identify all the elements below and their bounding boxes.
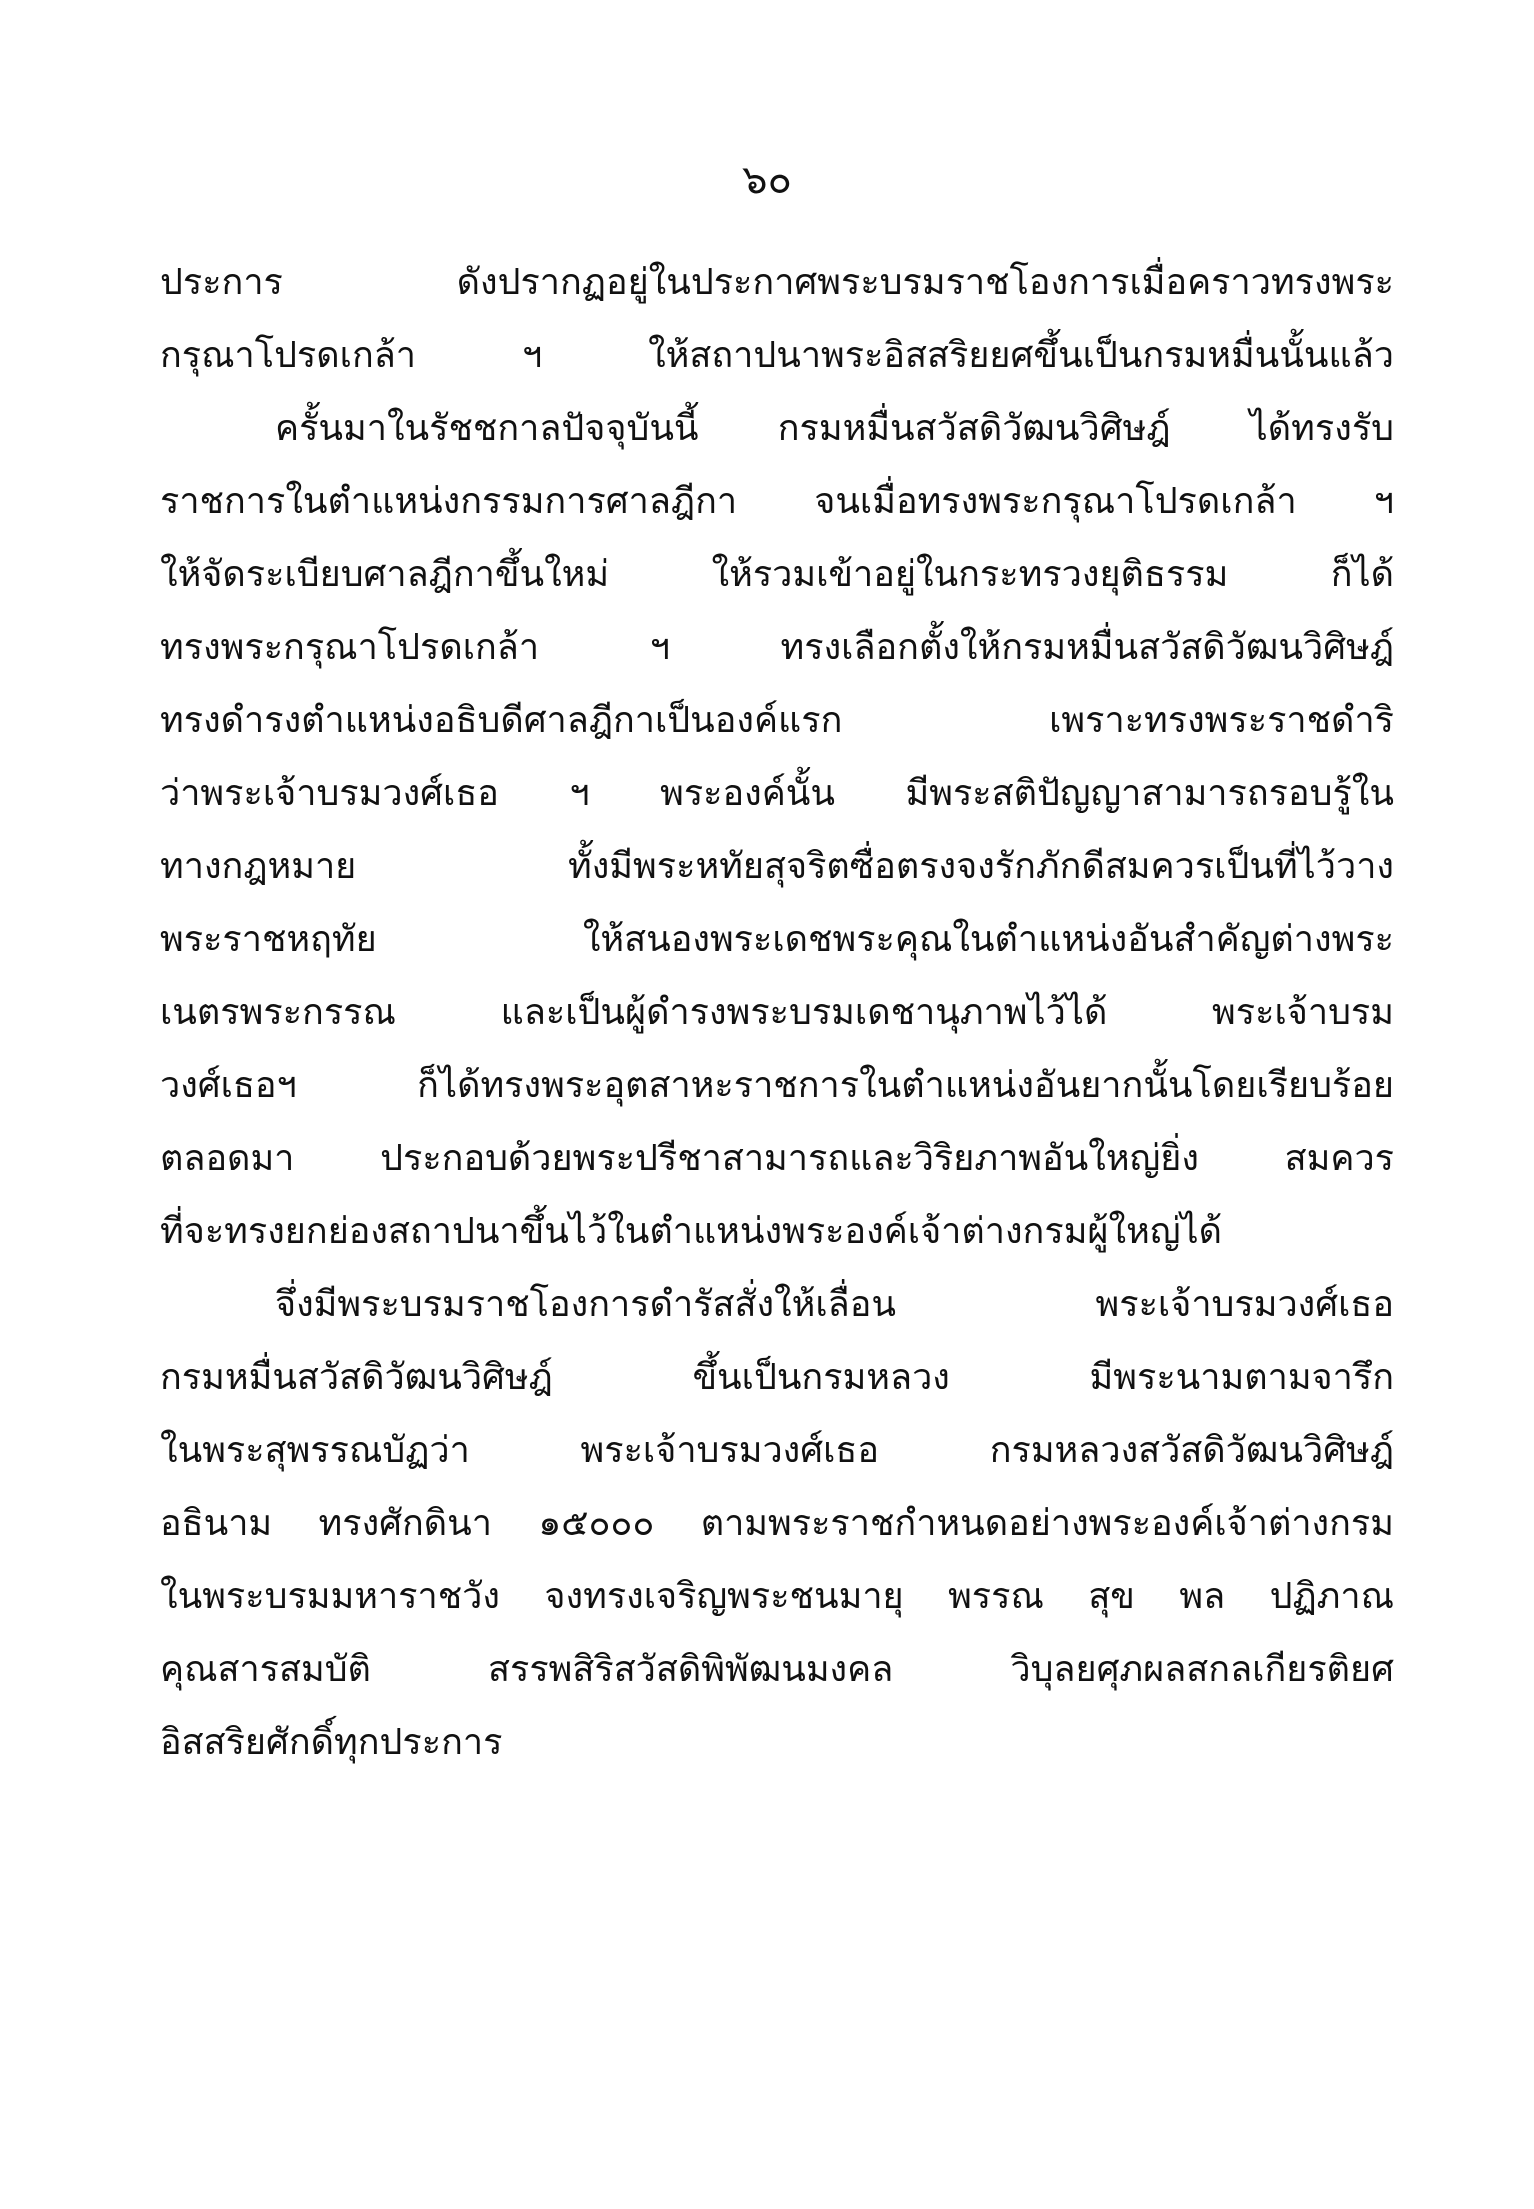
text-line: ทางกฎหมาย ทั้งมีพระหทัยสุจริตซื่อตรงจงรักภักดีสมควรเป็นที่ไว้วาง	[160, 846, 1394, 887]
text-line: ทรงพระกรุณาโปรดเกล้า ฯ ทรงเลือกตั้งให้กรมหมื่นสวัสดิวัฒนวิศิษฎ์	[160, 627, 1394, 668]
text-line: ที่จะทรงยกย่องสถาปนาขึ้นไว้ในตำแหน่งพระองค์เจ้าต่างกรมผู้ใหญ่ได้	[160, 1211, 1222, 1252]
text-line: เนตรพระกรรณ และเป็นผู้ดำรงพระบรมเดชานุภาพไว้ได้ พระเจ้าบรม	[160, 992, 1394, 1033]
text-line: อิสสริยศักดิ์ทุกประการ	[160, 1722, 503, 1763]
page-number: ๖๐	[742, 157, 792, 203]
text-line: ทรงดำรงตำแหน่งอธิบดีศาลฎีกาเป็นองค์แรก เพราะทรงพระราชดำริ	[160, 700, 1394, 741]
text-line: ประการ ดังปรากฏอยู่ในประกาศพระบรมราชโองการเมื่อคราวทรงพระ	[160, 262, 1394, 303]
text-line: ตลอดมา ประกอบด้วยพระปรีชาสามารถและวิริยภาพอันใหญ่ยิ่ง สมควร	[160, 1138, 1394, 1179]
text-line: คุณสารสมบัติ สรรพสิริสวัสดิพิพัฒนมงคล วิบุลยศุภผลสกลเกียรติยศ	[160, 1649, 1394, 1690]
text-line: พระราชหฤทัย ให้สนองพระเดชพระคุณในตำแหน่งอันสำคัญต่างพระ	[160, 919, 1394, 960]
text-line: ราชการในตำแหน่งกรรมการศาลฎีกา จนเมื่อทรงพระกรุณาโปรดเกล้า ฯ	[160, 481, 1394, 522]
text-line: กรมหมื่นสวัสดิวัฒนวิศิษฎ์ ขึ้นเป็นกรมหลวง มีพระนามตามจารึก	[160, 1357, 1394, 1398]
text-line: ในพระบรมมหาราชวัง จงทรงเจริญพระชนมายุ พรรณ สุข พล ปฏิภาณ	[160, 1576, 1394, 1617]
document-body	[160, 246, 1394, 1779]
text-line: ให้จัดระเบียบศาลฎีกาขึ้นใหม่ ให้รวมเข้าอยู่ในกระทรวงยุติธรรม ก็ได้	[160, 554, 1394, 595]
text-line: ในพระสุพรรณบัฏว่า พระเจ้าบรมวงศ์เธอ กรมหลวงสวัสดิวัฒนวิศิษฎ์	[160, 1430, 1394, 1471]
text-line: วงศ์เธอฯ ก็ได้ทรงพระอุตสาหะราชการในตำแหน่งอันยากนั้นโดยเรียบร้อย	[160, 1065, 1394, 1106]
text-line: จึ่งมีพระบรมราชโองการดำรัสสั่งให้เลื่อน พระเจ้าบรมวงศ์เธอ	[275, 1284, 1394, 1325]
text-line: ครั้นมาในรัชชกาลปัจจุบันนี้ กรมหมื่นสวัสดิวัฒนวิศิษฎ์ ได้ทรงรับ	[275, 408, 1394, 449]
text-line: อธินาม ทรงศักดินา ๑๕๐๐๐ ตามพระราชกำหนดอย่างพระองค์เจ้าต่างกรม	[160, 1503, 1394, 1544]
text-line: ว่าพระเจ้าบรมวงศ์เธอ ฯ พระองค์นั้น มีพระสติปัญญาสามารถรอบรู้ใน	[160, 773, 1394, 814]
text-line: กรุณาโปรดเกล้า ฯ ให้สถาปนาพระอิสสริยยศขึ้นเป็นกรมหมื่นนั้นแล้ว	[160, 335, 1394, 376]
